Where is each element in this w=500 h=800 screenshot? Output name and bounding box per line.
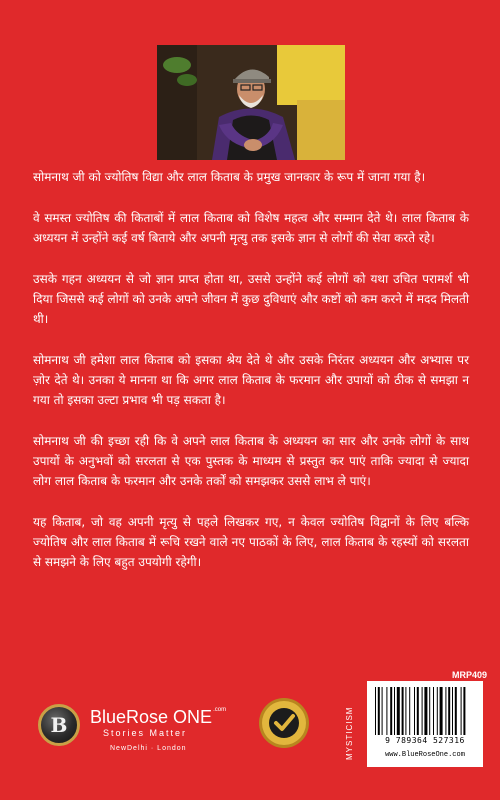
- back-cover-blurb: [33, 167, 469, 593]
- publisher-domain-mark: .com: [213, 707, 227, 713]
- blurb-paragraph: सोमनाथ जी हमेशा लाल किताब को इसका श्रेय देते थे और उसके निरंतर अध्ययन और अभ्यास पर ज़ोर देते थे। उनका ये मानना था कि अगर लाल किताब के फरमान और उपायों को ठीक से समझा न गया तो इसका उल्टा प्रभाव भी पड़ सकता है।: [33, 353, 469, 407]
- isbn-number: 9 789364 527316: [385, 736, 465, 745]
- blurb-paragraph: वे समस्त ज्योतिष की किताबों में लाल किताब को विशेष महत्व और सम्मान देते थे। लाल किताब के अध्ययन में उन्होंने कई वर्ष बिताये और अपनी मृत्यु तक इसके ज्ञान से लोगों की सेवा करते रहे।: [33, 211, 469, 245]
- book-category: MYSTICISM: [345, 706, 354, 760]
- blurb-paragraph: सोमनाथ जी को ज्योतिष विद्या और लाल किताब के प्रमुख जानकार के रूप में जाना गया है।: [33, 170, 426, 184]
- blurb-paragraph: यह किताब, जो वह अपनी मृत्यु से पहले लिखकर गए, न केवल ज्योतिष विद्वानों के लिए बल्कि ज्योतिष और लाल किताब में रूचि रखने वाले नए पाठकों के लिए, लाल किताब के रहस्यों को सरलता से समझने के लिए बहुत उपयोगी रहेगी।: [33, 515, 469, 569]
- blurb-paragraph: उसके गहन अध्ययन से जो ज्ञान प्राप्त होता था, उससे उन्होंने कई लोगों को यथा उचित परामर्श भी दिया जिससे कई लोगों को उनके अपने जीवन में कुछ दुविधाएं और कष्टों को कम करने में मदद मिलती थी।: [33, 272, 469, 326]
- publisher-logo-letter: B: [50, 713, 68, 737]
- price-code: MRP409: [452, 670, 488, 680]
- publisher-tagline: Stories Matter: [103, 728, 188, 738]
- author-photo: [157, 45, 345, 160]
- publisher-website: www.BlueRoseOne.com: [385, 751, 465, 759]
- blurb-paragraph: सोमनाथ जी की इच्छा रही कि वे अपने लाल किताब के अध्ययन का सार और उनके लोगों के साथ उपायों के अनुभवों को सरलता से एक पुस्तक के माध्यम से प्रस्तुत कर पाएं ताकि ज्यादा से ज्यादा लोग लाल किताब के फरमान और उनके तर्कों को समझकर उससे लाभ ले पाएं।: [33, 434, 469, 488]
- publisher-logo-icon: [38, 704, 80, 746]
- gold-checkmark-seal-icon: [258, 697, 310, 749]
- publisher-name-text: BlueRose ONE: [90, 707, 213, 727]
- barcode-bars-icon: [367, 681, 483, 737]
- publisher-name: [90, 707, 226, 728]
- publisher-locations: NewDelhi · London: [110, 745, 187, 752]
